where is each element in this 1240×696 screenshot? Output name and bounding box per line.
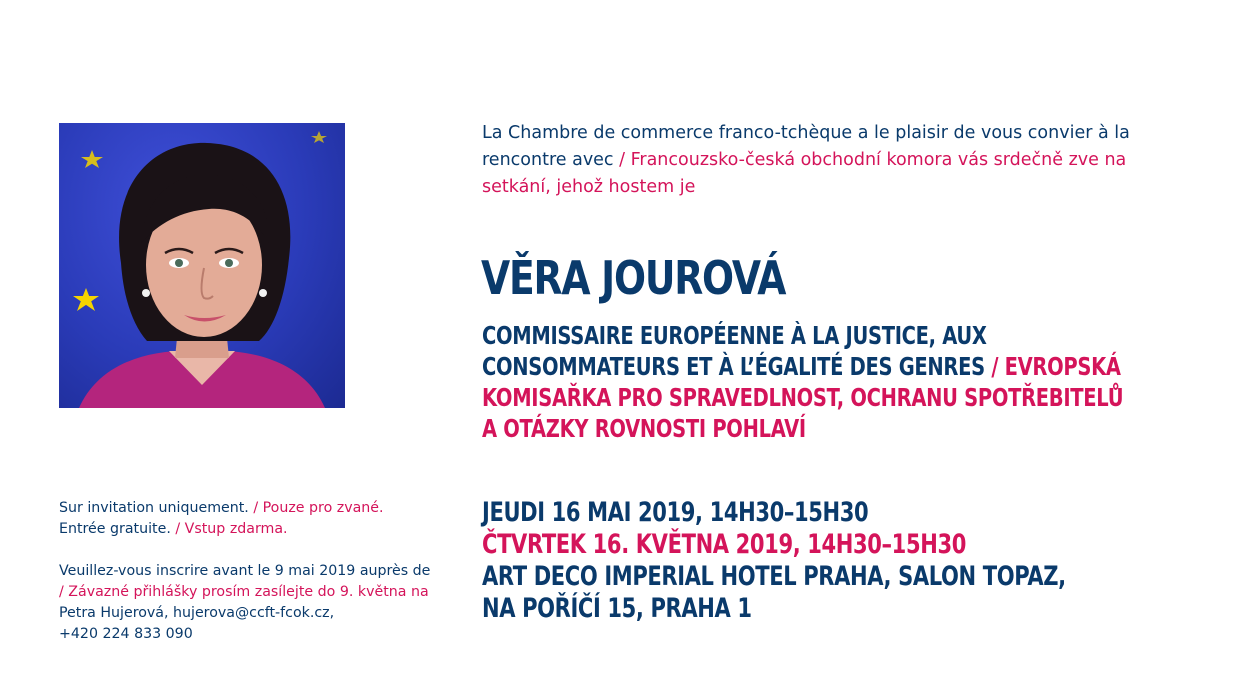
invitation-line xyxy=(59,498,459,519)
guest-title xyxy=(482,320,1137,444)
entry-line xyxy=(59,519,459,540)
invitation-info xyxy=(59,498,459,645)
event-date-cz: ČTVRTEK 16. KVĚTNA 2019, 14H30–15H30 xyxy=(482,529,966,560)
register-cz: / Závazné přihlášky prosím zasílejte do 9. května na xyxy=(59,584,429,600)
free-entry-fr: Entrée gratuite. xyxy=(59,521,171,537)
guest-title-fr: COMMISSAIRE EUROPÉENNE À LA JUSTICE, AUX CONSOMMATEURS ET À L’ÉGALITÉ DES GENRES xyxy=(482,321,987,381)
register-fr: Veuillez-vous inscrire avant le 9 mai 2019 auprès de xyxy=(59,563,431,579)
intro-fr: La Chambre de commerce franco-tchèque a le plaisir de vous convier à la rencontre avec xyxy=(482,123,1130,170)
invitation-only-cz: / Pouze pro zvané. xyxy=(253,500,384,516)
portrait-illustration xyxy=(59,123,345,408)
event-venue: ART DECO IMPERIAL HOTEL PRAHA, SALON TOPAZ, xyxy=(482,561,1066,592)
guest-name: VĚRA JOUROVÁ xyxy=(481,251,786,305)
event-date-fr: JEUDI 16 MAI 2019, 14H30–15H30 xyxy=(482,497,869,528)
portrait-photo xyxy=(59,123,345,408)
eu-star-icon xyxy=(73,288,99,311)
intro-text xyxy=(482,120,1162,201)
event-details xyxy=(482,497,1066,625)
invitation-only-fr: Sur invitation uniquement. xyxy=(59,500,249,516)
eu-star-icon xyxy=(81,150,103,168)
free-entry-cz: / Vstup zdarma. xyxy=(175,521,288,537)
phone-number: +420 224 833 090 xyxy=(59,626,193,642)
contact-line: Petra Hujerová, hujerova@ccft-fcok.cz, xyxy=(59,605,335,621)
eu-star-icon xyxy=(311,131,327,143)
guest-title-cz: / EVROPSKÁ KOMISAŘKA PRO SPRAVEDLNOST, OCHRANU SPOTŘEBITELŮ A OTÁZKY ROVNOSTI POHLAVÍ xyxy=(482,352,1124,443)
event-address: NA POŘÍČÍ 15, PRAHA 1 xyxy=(482,593,752,624)
intro-cz: / Francouzsko-česká obchodní komora vás srdečně zve na setkání, jehož hostem je xyxy=(482,150,1127,197)
